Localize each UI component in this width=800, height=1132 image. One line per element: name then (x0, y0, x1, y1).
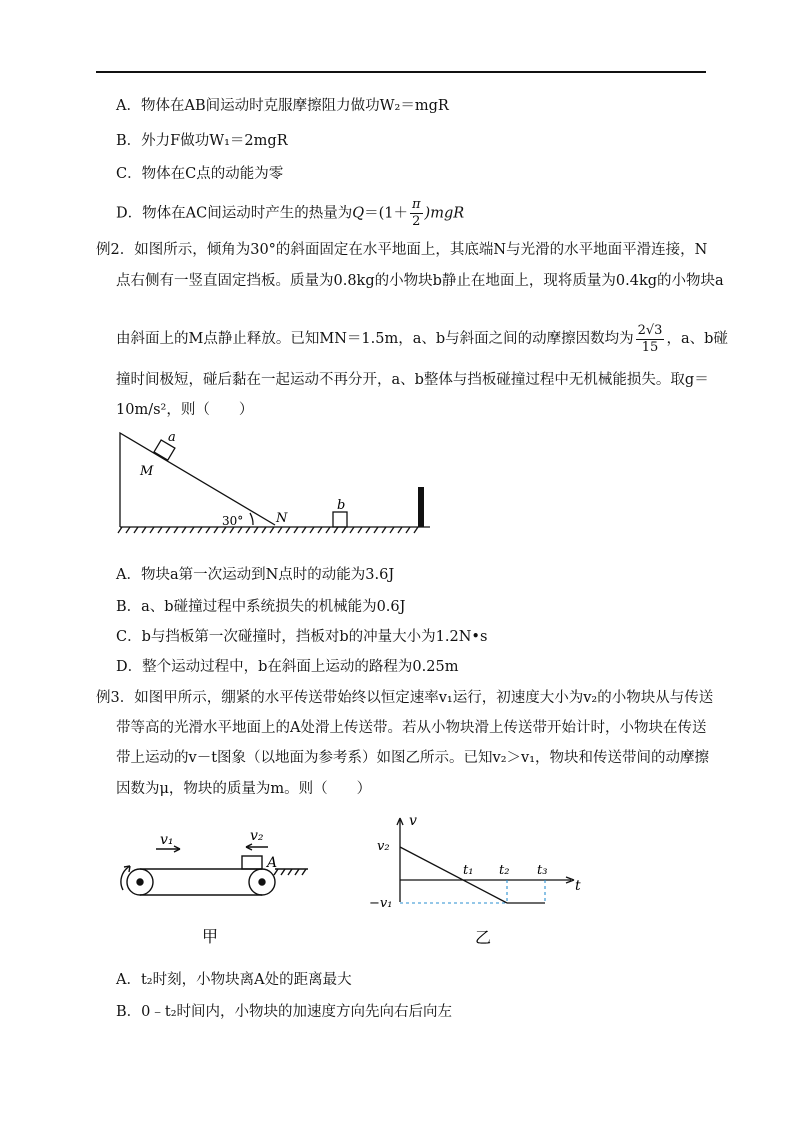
q1-option-d-tail: )mgR (424, 205, 465, 222)
ex2-line5: 10m/s²，则（ ） (116, 402, 254, 418)
velocity-line-decel (400, 847, 510, 903)
label-neg-v1: −v₁ (369, 896, 393, 911)
label-v1: v₁ (160, 832, 174, 848)
ex2-option-c: C．b与挡板第一次碰撞时，挡板对b的冲量大小为1.2N•s (116, 629, 488, 645)
label-t3: t₃ (537, 863, 548, 878)
label-t1: t₁ (463, 863, 474, 878)
incline-outline (120, 433, 275, 527)
ex3-option-b: B．0﹣t₂时间内，小物块的加速度方向先向右后向左 (116, 1004, 453, 1020)
incline-figure (110, 425, 440, 535)
label-m: M (140, 464, 154, 479)
label-A: A (267, 855, 278, 871)
label-t2: t₂ (499, 863, 510, 878)
conveyor-figure (110, 822, 320, 952)
ex2-line3-post: ，a、b碰 (666, 331, 728, 347)
ex3-line3: 带上运动的v－t图象（以地面为参考系）如图乙所示。已知v₂＞v₁，物块和传送带间的动摩擦 (116, 750, 710, 766)
caption-yi: 乙 (475, 928, 492, 947)
label-n: N (276, 511, 288, 526)
left-axle (137, 879, 143, 885)
q1-frac-den: 2 (412, 214, 421, 229)
right-axle (259, 879, 265, 885)
q1-option-d (116, 197, 464, 230)
ex3-line1: 例3．如图甲所示，绷紧的水平传送带始终以恒定速率v₁运行，初速度大小为v₂的小物块从与传送 (96, 690, 714, 706)
ex2-option-b: B．a、b碰撞过程中系统损失的机械能为0.6J (116, 599, 406, 615)
block-b (333, 512, 347, 527)
ex2-line3 (116, 322, 728, 356)
ground-hatch-small (274, 869, 306, 875)
ex2-frac-den: 15 (641, 339, 659, 355)
ex2-option-a: A．物块a第一次运动到N点时的动能为3.6J (116, 567, 395, 583)
label-b: b (337, 498, 346, 513)
ex2-frac-num: 2√3 (637, 322, 663, 338)
ex2-option-d: D．整个运动过程中，b在斜面上运动的路程为0.25m (116, 659, 459, 675)
ex3-line4: 因数为μ，物块的质量为m。则（ ） (116, 781, 372, 797)
ex2-line2: 点右侧有一竖直固定挡板。质量为0.8kg的小物块b静止在地面上，现将质量为0.4kg的小物块a (116, 273, 724, 289)
q1-option-b: B．外力F做功W₁＝2mgR (116, 133, 288, 149)
small-block (242, 856, 262, 869)
label-v2: v₂ (250, 828, 264, 844)
label-v2-axis: v₂ (377, 839, 390, 854)
label-a: a (168, 430, 176, 445)
ex2-line4: 撞时间极短，碰后黏在一起运动不再分开，a、b整体与挡板碰撞过程中无机械能损失。取g＝ (116, 372, 709, 388)
label-t-axis: t (575, 878, 581, 894)
q1-option-a: A．物体在AB间运动时克服摩擦阻力做功W₂＝mgR (116, 98, 449, 114)
ground-hatch (118, 527, 418, 533)
ex2-friction-fraction (636, 323, 665, 356)
label-angle: 30° (222, 514, 244, 528)
q1-option-d-eq: ＝(1＋ (364, 205, 408, 222)
q1-option-d-fraction (410, 197, 423, 230)
rotation-arrow (121, 866, 130, 890)
q1-frac-num: π (411, 197, 421, 212)
fixed-baffle (418, 487, 424, 527)
angle-arc (250, 513, 253, 525)
vt-graph (369, 812, 590, 952)
q1-option-d-text: D．物体在AC间运动时产生的热量为 (116, 205, 353, 222)
label-v-axis: v (409, 813, 417, 829)
ex3-option-a: A．t₂时刻，小物块离A处的距离最大 (116, 972, 352, 988)
ex3-line2: 带等高的光滑水平地面上的A处滑上传送带。若从小物块滑上传送带开始计时，小物块在传送 (116, 720, 707, 736)
q1-option-c: C．物体在C点的动能为零 (116, 166, 284, 182)
q1-option-d-q: Q (352, 205, 365, 222)
ex2-line1: 例2．如图所示，倾角为30°的斜面固定在水平地面上，其底端N与光滑的水平地面平滑连接，N (96, 242, 708, 258)
caption-jia: 甲 (202, 927, 219, 946)
header-rule (96, 71, 706, 73)
ex2-line3-pre: 由斜面上的M点静止释放。已知MN＝1.5m，a、b与斜面之间的动摩擦因数均为 (116, 331, 634, 347)
